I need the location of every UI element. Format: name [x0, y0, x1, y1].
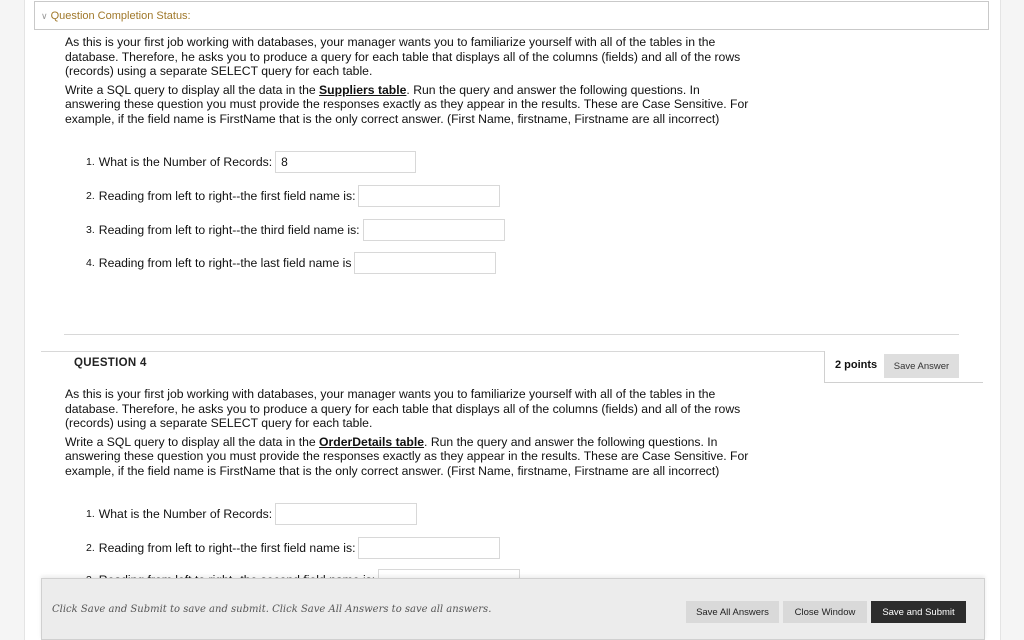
- q3-item-1: 1. What is the Number of Records: 8: [86, 150, 416, 174]
- q3-third-field-input[interactable]: [363, 219, 505, 241]
- q4-item-1: 1. What is the Number of Records:: [86, 502, 417, 526]
- q3-instructions: Write a SQL query to display all the data in the Suppliers table. Run the query and answer the following questions. In answering these question you must provide the responses exactly as they appear in the results. These are Case Sensitive. For example, if the field name is FirstName that is the only correct answer. (First Name, firstname, Firstname are all incorrect): [65, 82, 749, 126]
- points-box: [824, 351, 983, 383]
- q3-item-3-label: Reading from left to right--the third field name is:: [98, 223, 360, 237]
- q4-records-input[interactable]: [275, 503, 417, 525]
- q3-first-field-input[interactable]: [358, 185, 500, 207]
- q4-item-1-label: What is the Number of Records:: [98, 507, 273, 521]
- status-label: Question Completion Status:: [50, 10, 191, 22]
- q3-records-input[interactable]: [275, 151, 416, 173]
- chevron-down-icon: ∨: [41, 11, 48, 21]
- q4-item-2-label: Reading from left to right--the first field name is:: [98, 541, 356, 555]
- question-4-text: [65, 387, 755, 482]
- footer-message: Click Save and Submit to save and submit. Click Save All Answers to save all answers.: [52, 604, 492, 615]
- q3-item-2-label: Reading from left to right--the first field name is:: [98, 189, 356, 203]
- save-and-submit-button[interactable]: Save and Submit: [871, 601, 966, 623]
- q3-item-4: 4. Reading from left to right--the last field name is: [86, 251, 496, 275]
- q3-item-2: 2. Reading from left to right--the first field name is:: [86, 184, 500, 208]
- q3-table-name: Suppliers table: [319, 82, 407, 97]
- q3-item-1-label: What is the Number of Records:: [98, 155, 273, 169]
- points-value: 2 points: [835, 359, 878, 371]
- save-all-answers-button[interactable]: Save All Answers: [686, 601, 779, 623]
- q4-item-3-clip: [86, 570, 546, 578]
- close-window-button[interactable]: Close Window: [783, 601, 867, 623]
- save-answer-button[interactable]: Save Answer: [884, 354, 959, 378]
- q4-instructions: Write a SQL query to display all the data in the OrderDetails table. Run the query and answer the following questions. In answering these question you must provide the responses exactly as they appear in the results. These are Case Sensitive. For example, if the field name is FirstName that is the only correct answer. (First Name, firstname, Firstname are all incorrect): [65, 434, 749, 478]
- q3-last-field-input[interactable]: [354, 252, 496, 274]
- q3-intro: As this is your first job working with databases, your manager wants you to familiarize yourself with all of the tables in the database. Therefore, he asks you to produce a query for each table that displays all of the columns (fields) and all of the rows (records) using a separate SELECT query for each table.: [65, 35, 741, 78]
- q3-item-4-label: Reading from left to right--the last field name is: [98, 256, 352, 270]
- question-completion-status[interactable]: [34, 1, 989, 30]
- q4-item-2: 2. Reading from left to right--the first field name is:: [86, 536, 500, 560]
- submit-footer: [41, 578, 985, 640]
- question-4-header: QUESTION 4: [74, 357, 147, 369]
- q3-item-3: 3. Reading from left to right--the third field name is:: [86, 218, 505, 242]
- q4-first-field-input[interactable]: [358, 537, 500, 559]
- q4-intro: As this is your first job working with databases, your manager wants you to familiarize yourself with all of the tables in the database. Therefore, he asks you to produce a query for each table that displays all of the columns (fields) and all of the rows (records) using a separate SELECT query for each table.: [65, 387, 741, 430]
- question-header-rule: [41, 351, 824, 352]
- question-divider: [64, 334, 959, 335]
- question-3-text: [65, 35, 755, 130]
- q4-table-name: OrderDetails table: [319, 434, 425, 449]
